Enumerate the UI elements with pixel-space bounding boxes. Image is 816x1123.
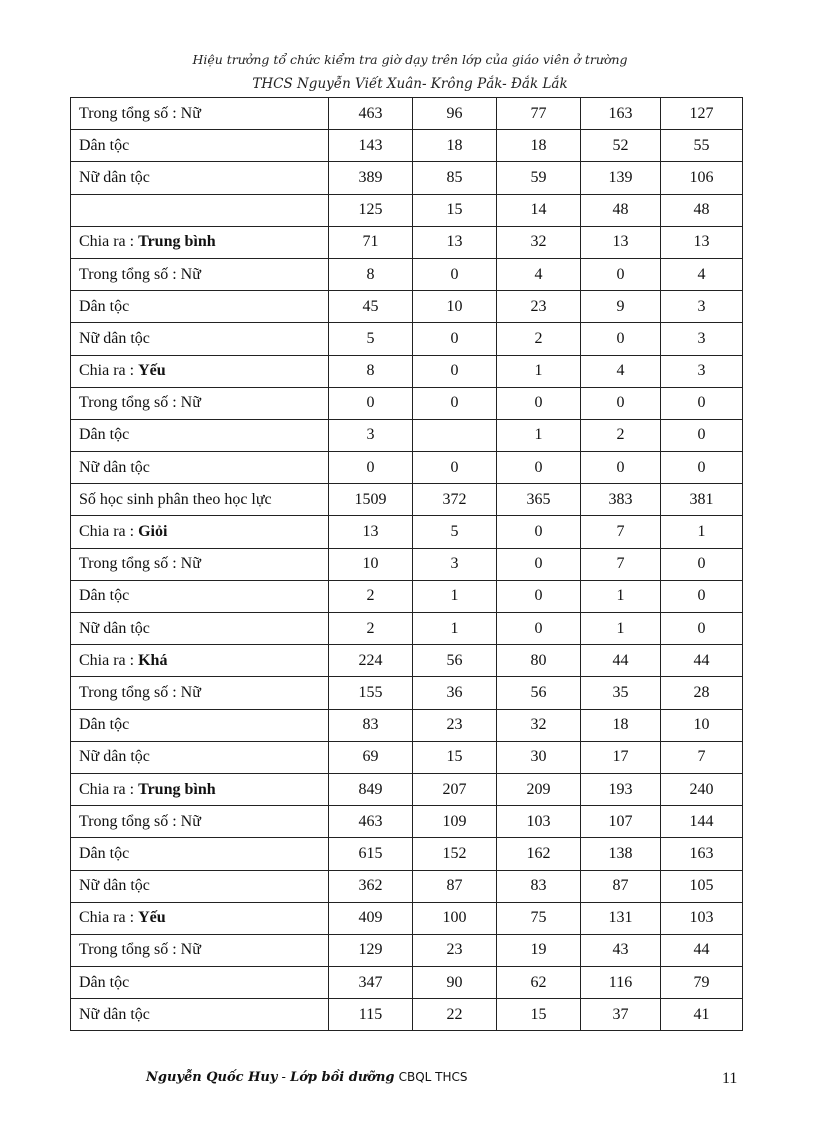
table-row xyxy=(71,999,743,1031)
cell-value: 44 xyxy=(661,934,743,966)
cell-value: 79 xyxy=(661,967,743,999)
cell-value: 107 xyxy=(581,806,661,838)
cell-value: 125 xyxy=(329,194,413,226)
cell-value: 4 xyxy=(581,355,661,387)
row-label: Trong tổng số : Nữ xyxy=(71,258,329,290)
cell-value: 224 xyxy=(329,645,413,677)
cell-value: 30 xyxy=(497,741,581,773)
cell-value: 615 xyxy=(329,838,413,870)
cell-value: 87 xyxy=(413,870,497,902)
cell-value: 163 xyxy=(581,98,661,130)
row-label: Nữ dân tộc xyxy=(71,162,329,194)
table-row xyxy=(71,645,743,677)
cell-value: 10 xyxy=(413,291,497,323)
row-label: Nữ dân tộc xyxy=(71,741,329,773)
table-row xyxy=(71,838,743,870)
table-row xyxy=(71,291,743,323)
cell-value: 75 xyxy=(497,902,581,934)
row-label: Trong tổng số : Nữ xyxy=(71,677,329,709)
row-label-prefix: Chia ra : xyxy=(79,651,139,669)
cell-value: 0 xyxy=(329,452,413,484)
cell-value: 62 xyxy=(497,967,581,999)
cell-value: 17 xyxy=(581,741,661,773)
cell-value: 2 xyxy=(497,323,581,355)
footer-course-prefix: Lớp bồi dưỡng xyxy=(290,1070,395,1085)
row-label: Dân tộc xyxy=(71,709,329,741)
cell-value: 1 xyxy=(497,355,581,387)
cell-value: 0 xyxy=(661,387,743,419)
cell-value: 0 xyxy=(661,419,743,451)
cell-value: 115 xyxy=(329,999,413,1031)
page-header-line-2: THCS Nguyễn Viết Xuân- Krông Pắk- Đắk Lắk xyxy=(252,76,568,92)
cell-value: 103 xyxy=(661,902,743,934)
cell-value: 3 xyxy=(329,419,413,451)
cell-value: 1 xyxy=(413,613,497,645)
cell-value: 463 xyxy=(329,98,413,130)
cell-value: 0 xyxy=(661,548,743,580)
cell-value: 383 xyxy=(581,484,661,516)
row-label: Nữ dân tộc xyxy=(71,999,329,1031)
cell-value: 0 xyxy=(413,387,497,419)
footer-course-suffix: CBQL THCS xyxy=(398,1070,468,1084)
cell-value xyxy=(413,419,497,451)
table-row xyxy=(71,323,743,355)
row-label-prefix: Chia ra : xyxy=(79,780,139,798)
cell-value: 96 xyxy=(413,98,497,130)
cell-value: 80 xyxy=(497,645,581,677)
row-label: Dân tộc xyxy=(71,967,329,999)
cell-value: 71 xyxy=(329,226,413,258)
row-label: Trong tổng số : Nữ xyxy=(71,934,329,966)
cell-value: 32 xyxy=(497,226,581,258)
cell-value: 1 xyxy=(581,613,661,645)
cell-value: 0 xyxy=(581,452,661,484)
cell-value: 162 xyxy=(497,838,581,870)
row-label: Dân tộc xyxy=(71,838,329,870)
cell-value: 127 xyxy=(661,98,743,130)
row-label: Dân tộc xyxy=(71,580,329,612)
cell-value: 849 xyxy=(329,773,413,805)
table-row xyxy=(71,258,743,290)
cell-value: 0 xyxy=(581,323,661,355)
cell-value: 1 xyxy=(581,580,661,612)
cell-value: 8 xyxy=(329,258,413,290)
table-row xyxy=(71,130,743,162)
row-label xyxy=(71,194,329,226)
cell-value: 18 xyxy=(497,130,581,162)
cell-value: 0 xyxy=(497,548,581,580)
table-row xyxy=(71,355,743,387)
row-label-prefix: Chia ra : xyxy=(79,909,139,927)
row-label: Trong tổng số : Nữ xyxy=(71,806,329,838)
cell-value: 3 xyxy=(661,355,743,387)
cell-value: 23 xyxy=(497,291,581,323)
cell-value: 106 xyxy=(661,162,743,194)
table-row xyxy=(71,548,743,580)
cell-value: 7 xyxy=(581,516,661,548)
table-row xyxy=(71,709,743,741)
cell-value: 44 xyxy=(581,645,661,677)
table-row xyxy=(71,870,743,902)
row-label-category: Khá xyxy=(138,651,168,669)
cell-value: 155 xyxy=(329,677,413,709)
cell-value: 0 xyxy=(581,387,661,419)
cell-value: 209 xyxy=(497,773,581,805)
cell-value: 362 xyxy=(329,870,413,902)
row-label: Nữ dân tộc xyxy=(71,613,329,645)
table-row xyxy=(71,902,743,934)
cell-value: 15 xyxy=(497,999,581,1031)
table-row xyxy=(71,387,743,419)
cell-value: 207 xyxy=(413,773,497,805)
cell-value: 5 xyxy=(413,516,497,548)
cell-value: 138 xyxy=(581,838,661,870)
cell-value: 36 xyxy=(413,677,497,709)
table-row xyxy=(71,580,743,612)
cell-value: 13 xyxy=(329,516,413,548)
cell-value: 0 xyxy=(413,323,497,355)
table-row xyxy=(71,162,743,194)
statistics-table xyxy=(70,97,743,1031)
cell-value: 3 xyxy=(413,548,497,580)
table-row xyxy=(71,226,743,258)
row-label: Trong tổng số : Nữ xyxy=(71,387,329,419)
cell-value: 7 xyxy=(661,741,743,773)
cell-value: 56 xyxy=(413,645,497,677)
cell-value: 4 xyxy=(661,258,743,290)
cell-value: 0 xyxy=(581,258,661,290)
cell-value: 48 xyxy=(581,194,661,226)
cell-value: 56 xyxy=(497,677,581,709)
cell-value: 193 xyxy=(581,773,661,805)
cell-value: 1 xyxy=(497,419,581,451)
cell-value: 59 xyxy=(497,162,581,194)
cell-value: 19 xyxy=(497,934,581,966)
cell-value: 143 xyxy=(329,130,413,162)
cell-value: 463 xyxy=(329,806,413,838)
row-label: Nữ dân tộc xyxy=(71,452,329,484)
row-label xyxy=(71,516,329,548)
cell-value: 139 xyxy=(581,162,661,194)
cell-value: 18 xyxy=(581,709,661,741)
cell-value: 0 xyxy=(413,355,497,387)
cell-value: 105 xyxy=(661,870,743,902)
cell-value: 32 xyxy=(497,709,581,741)
cell-value: 129 xyxy=(329,934,413,966)
cell-value: 83 xyxy=(329,709,413,741)
cell-value: 0 xyxy=(497,452,581,484)
cell-value: 116 xyxy=(581,967,661,999)
cell-value: 87 xyxy=(581,870,661,902)
cell-value: 0 xyxy=(329,387,413,419)
table-row xyxy=(71,98,743,130)
row-label-prefix: Chia ra : xyxy=(79,362,139,380)
cell-value: 10 xyxy=(329,548,413,580)
cell-value: 44 xyxy=(661,645,743,677)
cell-value: 23 xyxy=(413,934,497,966)
row-label-category: Giỏi xyxy=(138,523,168,541)
table-row xyxy=(71,452,743,484)
cell-value: 409 xyxy=(329,902,413,934)
cell-value: 35 xyxy=(581,677,661,709)
cell-value: 163 xyxy=(661,838,743,870)
row-label xyxy=(71,226,329,258)
cell-value: 389 xyxy=(329,162,413,194)
cell-value: 0 xyxy=(661,613,743,645)
cell-value: 1 xyxy=(661,516,743,548)
cell-value: 37 xyxy=(581,999,661,1031)
table-row xyxy=(71,967,743,999)
table-row xyxy=(71,773,743,805)
cell-value: 7 xyxy=(581,548,661,580)
cell-value: 13 xyxy=(413,226,497,258)
cell-value: 1509 xyxy=(329,484,413,516)
statistics-table-body xyxy=(71,98,743,1031)
cell-value: 9 xyxy=(581,291,661,323)
cell-value: 240 xyxy=(661,773,743,805)
cell-value: 55 xyxy=(661,130,743,162)
cell-value: 103 xyxy=(497,806,581,838)
cell-value: 0 xyxy=(497,580,581,612)
row-label: Trong tổng số : Nữ xyxy=(71,548,329,580)
cell-value: 13 xyxy=(661,226,743,258)
cell-value: 14 xyxy=(497,194,581,226)
footer-author-name: Nguyễn Quốc Huy xyxy=(146,1070,278,1085)
cell-value: 90 xyxy=(413,967,497,999)
cell-value: 347 xyxy=(329,967,413,999)
row-label-prefix: Chia ra : xyxy=(79,233,139,251)
cell-value: 13 xyxy=(581,226,661,258)
row-label: Dân tộc xyxy=(71,291,329,323)
row-label xyxy=(71,355,329,387)
cell-value: 3 xyxy=(661,323,743,355)
table-row xyxy=(71,613,743,645)
row-label xyxy=(71,902,329,934)
cell-value: 77 xyxy=(497,98,581,130)
cell-value: 2 xyxy=(329,580,413,612)
table-row xyxy=(71,419,743,451)
cell-value: 0 xyxy=(413,258,497,290)
row-label: Dân tộc xyxy=(71,419,329,451)
footer-separator: - xyxy=(277,1070,291,1085)
cell-value: 52 xyxy=(581,130,661,162)
cell-value: 5 xyxy=(329,323,413,355)
row-label: Số học sinh phân theo học lực xyxy=(71,484,329,516)
row-label-category: Trung bình xyxy=(138,233,216,251)
cell-value: 1 xyxy=(413,580,497,612)
cell-value: 100 xyxy=(413,902,497,934)
row-label xyxy=(71,645,329,677)
page-header-line-1: Hiệu trưởng tổ chức kiểm tra giờ dạy trên lớp của giáo viên ở trường xyxy=(192,52,628,67)
cell-value: 2 xyxy=(329,613,413,645)
cell-value: 41 xyxy=(661,999,743,1031)
cell-value: 69 xyxy=(329,741,413,773)
table-row xyxy=(71,741,743,773)
page-number: 11 xyxy=(722,1070,738,1087)
cell-value: 144 xyxy=(661,806,743,838)
footer-author xyxy=(146,1070,468,1085)
row-label: Nữ dân tộc xyxy=(71,870,329,902)
cell-value: 365 xyxy=(497,484,581,516)
cell-value: 15 xyxy=(413,194,497,226)
row-label-category: Yếu xyxy=(138,909,166,927)
row-label: Dân tộc xyxy=(71,130,329,162)
cell-value: 0 xyxy=(497,516,581,548)
cell-value: 152 xyxy=(413,838,497,870)
row-label-prefix: Chia ra : xyxy=(79,523,139,541)
row-label-category: Yếu xyxy=(138,362,166,380)
cell-value: 2 xyxy=(581,419,661,451)
cell-value: 22 xyxy=(413,999,497,1031)
cell-value: 4 xyxy=(497,258,581,290)
cell-value: 15 xyxy=(413,741,497,773)
cell-value: 0 xyxy=(497,613,581,645)
cell-value: 8 xyxy=(329,355,413,387)
table-row xyxy=(71,677,743,709)
row-label: Trong tổng số : Nữ xyxy=(71,98,329,130)
table-row xyxy=(71,934,743,966)
row-label xyxy=(71,773,329,805)
cell-value: 0 xyxy=(661,580,743,612)
cell-value: 109 xyxy=(413,806,497,838)
cell-value: 48 xyxy=(661,194,743,226)
cell-value: 23 xyxy=(413,709,497,741)
row-label-category: Trung bình xyxy=(138,780,216,798)
cell-value: 28 xyxy=(661,677,743,709)
cell-value: 0 xyxy=(661,452,743,484)
table-row xyxy=(71,806,743,838)
cell-value: 18 xyxy=(413,130,497,162)
table-row xyxy=(71,484,743,516)
cell-value: 3 xyxy=(661,291,743,323)
table-row xyxy=(71,516,743,548)
cell-value: 45 xyxy=(329,291,413,323)
cell-value: 131 xyxy=(581,902,661,934)
cell-value: 43 xyxy=(581,934,661,966)
cell-value: 10 xyxy=(661,709,743,741)
cell-value: 83 xyxy=(497,870,581,902)
cell-value: 381 xyxy=(661,484,743,516)
table-row xyxy=(71,194,743,226)
cell-value: 372 xyxy=(413,484,497,516)
cell-value: 0 xyxy=(497,387,581,419)
cell-value: 85 xyxy=(413,162,497,194)
row-label: Nữ dân tộc xyxy=(71,323,329,355)
cell-value: 0 xyxy=(413,452,497,484)
